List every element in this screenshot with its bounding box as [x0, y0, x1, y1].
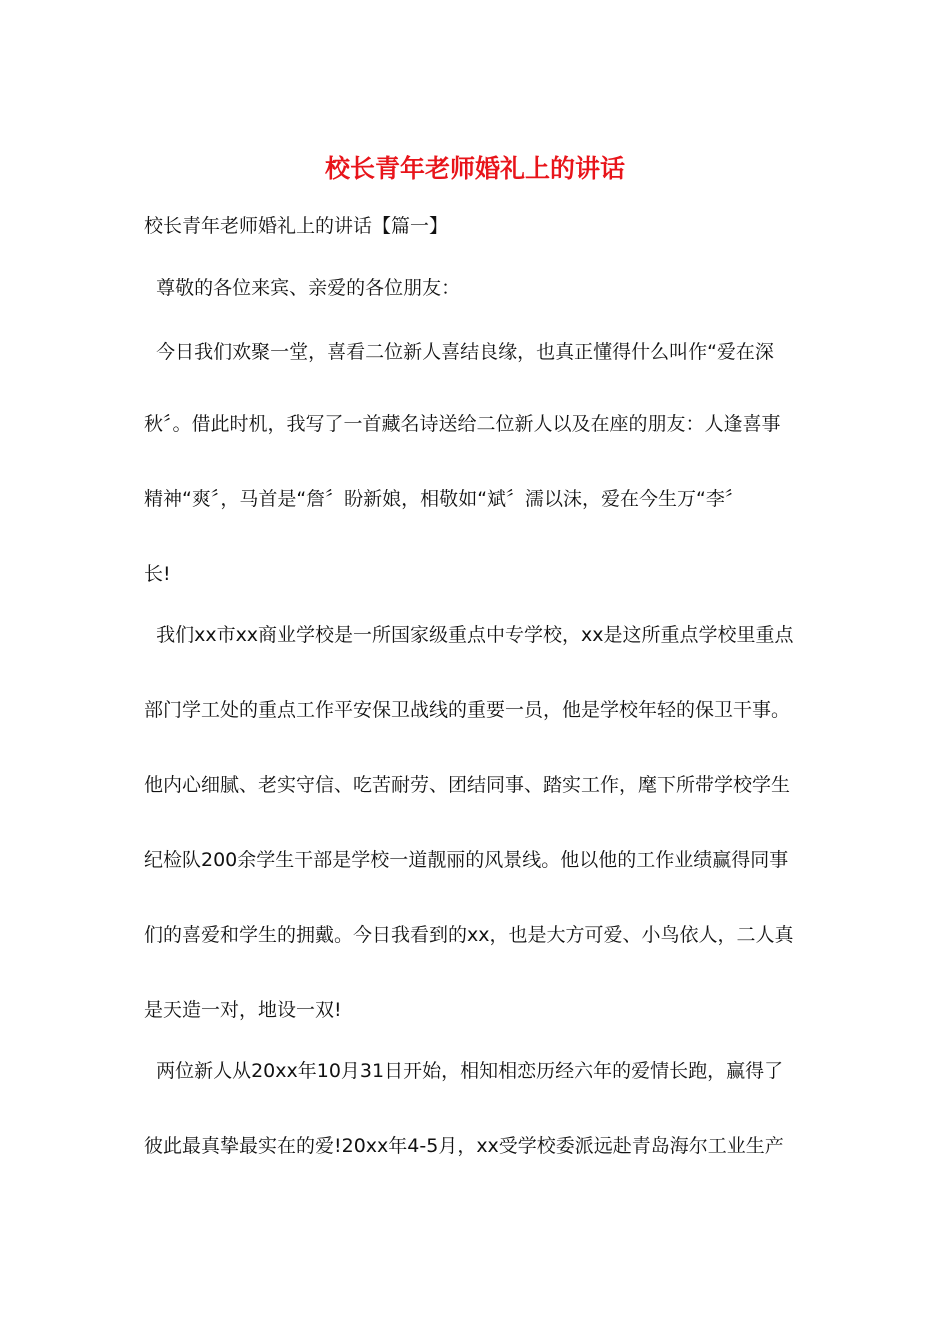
body-line: 尊敬的各位来宾、亲爱的各位朋友：	[144, 277, 461, 299]
body-line: 他内心细腻、老实守信、吃苦耐劳、团结同事、踏实工作，麾下所带学校学生	[144, 774, 791, 796]
body-line: 精神“爽〞，马首是“詹〞盼新娘，相敬如“斌〞濡以沫，爱在今生万“李〞	[144, 488, 744, 510]
body-line: 秋〞。借此时机，我写了一首藏名诗送给二位新人以及在座的朋友：人逢喜事	[144, 413, 781, 435]
body-line: 们的喜爱和学生的拥戴。今日我看到的xx，也是大方可爱、小鸟依人，二人真	[144, 924, 794, 946]
body-line: 长!	[144, 563, 171, 585]
body-line: 彼此最真挚最实在的爱!20xx年4-5月，xx受学校委派远赴青岛海尔工业生产	[144, 1135, 784, 1157]
body-line: 两位新人从20xx年10月31日开始，相知相恋历经六年的爱情长跑，赢得了	[144, 1060, 784, 1082]
body-line: 纪检队200余学生干部是学校一道靓丽的风景线。他以他的工作业绩赢得同事	[144, 849, 789, 871]
body-line: 是天造一对，地设一双!	[144, 999, 342, 1021]
body-line: 今日我们欢聚一堂，喜看二位新人喜结良缘，也真正懂得什么叫作“爱在深	[144, 341, 774, 363]
document-title: 校长青年老师婚礼上的讲话	[324, 154, 625, 183]
body-line: 部门学工处的重点工作平安保卫战线的重要一员，他是学校年轻的保卫干事。	[144, 699, 791, 721]
section-heading: 校长青年老师婚礼上的讲话【篇一】	[144, 215, 449, 237]
body-line: 我们xx市xx商业学校是一所国家级重点中专学校，xx是这所重点学校里重点	[144, 624, 794, 646]
